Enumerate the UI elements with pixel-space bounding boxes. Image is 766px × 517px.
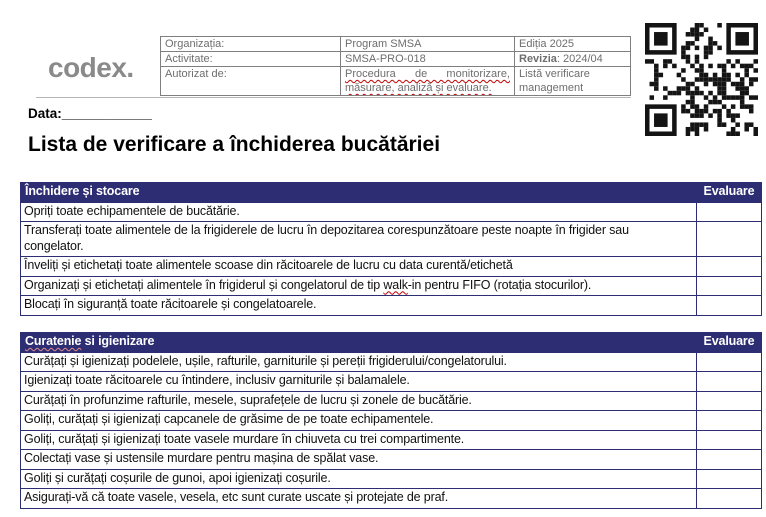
checklist-item: Colectați vase și ustensile murdare pentru mașina de spălat vase. bbox=[21, 450, 697, 470]
org-label: Organizația: bbox=[161, 37, 341, 52]
header-divider bbox=[36, 97, 631, 98]
checklist-item: Transferați toate alimentele de la frigiderele de lucru în depozitarea corespunzătoare peste noapte în frigider sau congelator. bbox=[21, 222, 697, 257]
table-row bbox=[21, 411, 762, 431]
section-header-row bbox=[21, 183, 762, 203]
misspelled-word: Curatenie bbox=[25, 334, 82, 348]
checklist-item: Curățați și igienizați podelele, ușile, rafturile, garniturile și pereții frigiderului/congelatorului. bbox=[21, 352, 697, 372]
section-title: Curatenie si igienizare bbox=[21, 333, 697, 353]
table-row bbox=[21, 391, 762, 411]
section-header-row bbox=[21, 333, 762, 353]
section-title: Închidere și stocare bbox=[21, 183, 697, 203]
checklist-inchidere-stocare bbox=[20, 182, 762, 316]
org-value: Program SMSA bbox=[341, 37, 515, 52]
evaluare-cell[interactable] bbox=[697, 489, 762, 509]
evaluare-cell[interactable] bbox=[697, 430, 762, 450]
checklist-item: Opriți toate echipamentele de bucătărie. bbox=[21, 202, 697, 222]
checklist-item: Curățați în profunzime rafturile, mesele, suprafețele de lucru și zonele de bucătărie. bbox=[21, 391, 697, 411]
checklist-item: Goliți, curățați și igienizați toate vasele murdare în chiuveta cu trei compartimente. bbox=[21, 430, 697, 450]
evaluare-cell[interactable] bbox=[697, 391, 762, 411]
document-header-table bbox=[160, 36, 631, 96]
checklist-item: Blocați în siguranță toate răcitoarele și congelatoarele. bbox=[21, 296, 697, 316]
table-row bbox=[21, 372, 762, 392]
evaluare-cell[interactable] bbox=[697, 372, 762, 392]
table-row bbox=[21, 489, 762, 509]
evaluare-cell[interactable] bbox=[697, 352, 762, 372]
table-row bbox=[161, 37, 631, 52]
date-blank-line[interactable]: ____________ bbox=[61, 106, 152, 121]
table-row bbox=[21, 296, 762, 316]
org-revision: Revizia: 2024/04 bbox=[515, 52, 631, 67]
checklist-item: Organizați și etichetați alimentele în frigiderul și congelatorul de tip walk-in pentru FIFO (rotația stocurilor). bbox=[21, 276, 697, 296]
checklist-curatenie-igienizare bbox=[20, 332, 762, 509]
table-row bbox=[161, 52, 631, 67]
evaluare-cell[interactable] bbox=[697, 469, 762, 489]
table-row bbox=[21, 202, 762, 222]
evaluare-cell[interactable] bbox=[697, 257, 762, 277]
evaluare-cell[interactable] bbox=[697, 296, 762, 316]
org-label: Autorizat de: bbox=[161, 67, 341, 96]
org-value: SMSA-PRO-018 bbox=[341, 52, 515, 67]
qr-code bbox=[645, 23, 758, 136]
checklist-item: Goliți și curățați coșurile de gunoi, apoi igienizați coșurile. bbox=[21, 469, 697, 489]
org-label: Activitate: bbox=[161, 52, 341, 67]
misspelled-word: walk bbox=[383, 277, 408, 292]
org-procedure: Procedura de monitorizare, măsurare, analiză și evaluare. bbox=[341, 67, 515, 96]
checklist-item: Înveliți și etichetați toate alimentele scoase din răcitoarele de lucru cu data curentă/etichetă bbox=[21, 257, 697, 277]
evaluare-column-header: Evaluare bbox=[697, 333, 762, 353]
page-title: Lista de verificare a închiderea bucătăriei bbox=[28, 133, 441, 156]
evaluare-column-header: Evaluare bbox=[697, 183, 762, 203]
evaluare-cell[interactable] bbox=[697, 411, 762, 431]
table-row bbox=[21, 450, 762, 470]
evaluare-cell[interactable] bbox=[697, 276, 762, 296]
org-edition: Ediția 2025 bbox=[515, 37, 631, 52]
table-row bbox=[21, 352, 762, 372]
table-row bbox=[21, 257, 762, 277]
table-row bbox=[21, 276, 762, 296]
checklist-item: Igienizați toate răcitoarele cu întindere, inclusiv garniturile și balamalele. bbox=[21, 372, 697, 392]
org-doc-type: Listă verificare management bbox=[515, 67, 631, 96]
checklist-item: Goliți, curățați și igienizați capcanele de grăsime de pe toate echipamentele. bbox=[21, 411, 697, 431]
evaluare-cell[interactable] bbox=[697, 450, 762, 470]
evaluare-cell[interactable] bbox=[697, 202, 762, 222]
codex-logo: codex. bbox=[48, 52, 134, 83]
date-field[interactable] bbox=[28, 106, 152, 121]
checklist-item: Asigurați-vă că toate vasele, vesela, etc sunt curate uscate și protejate de praf. bbox=[21, 489, 697, 509]
date-label: Data: bbox=[28, 106, 62, 121]
table-row bbox=[161, 67, 631, 96]
table-row bbox=[21, 430, 762, 450]
table-row bbox=[21, 222, 762, 257]
table-row bbox=[21, 469, 762, 489]
evaluare-cell[interactable] bbox=[697, 222, 762, 257]
